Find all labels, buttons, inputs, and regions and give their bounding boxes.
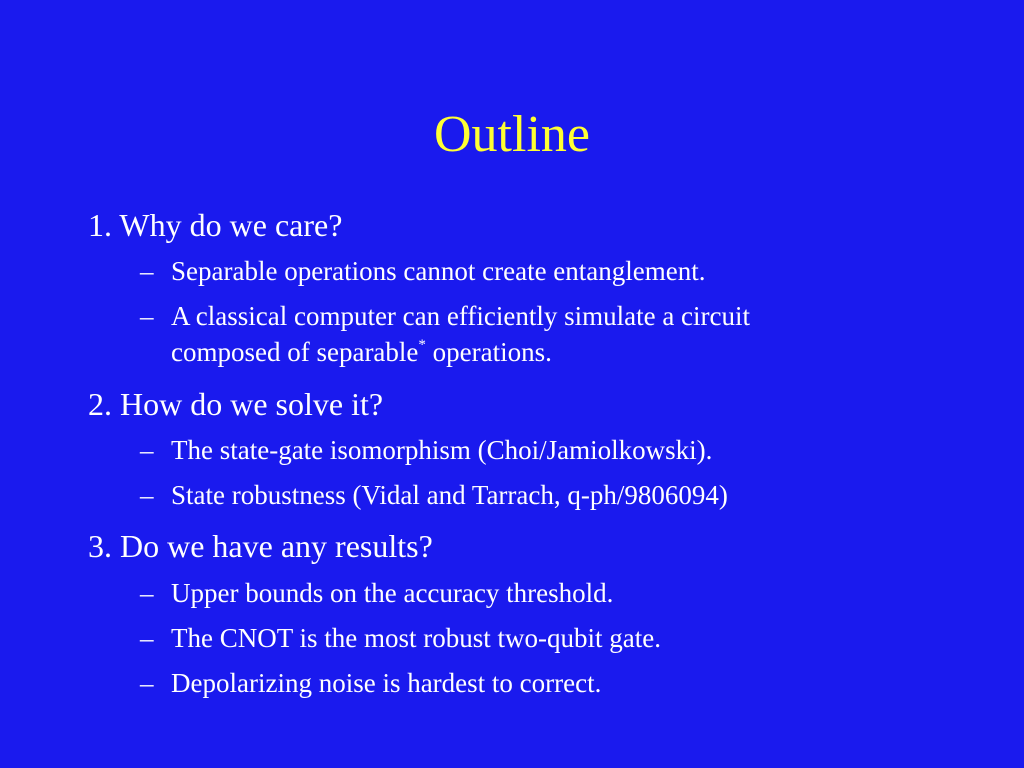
bullet-text: Upper bounds on the accuracy threshold. (171, 578, 614, 608)
slide-title: Outline (434, 106, 590, 163)
dash-marker: – (140, 256, 154, 286)
dash-marker: – (140, 480, 154, 510)
dash-marker: – (140, 578, 154, 608)
bullet-text: The state-gate isomorphism (Choi/Jamiolkowski). (171, 435, 713, 465)
bullet-text-part: operations. (432, 337, 552, 367)
bullet-text: State robustness (Vidal and Tarrach, q-ph/9806094) (171, 480, 728, 510)
bullet-text: A classical computer can efficiently simulate a circuit (171, 301, 751, 331)
section-heading-1: 1. Why do we care? (88, 207, 343, 243)
dash-marker: – (140, 435, 154, 465)
section-heading-2: 2. How do we solve it? (88, 386, 384, 422)
dash-marker: – (140, 301, 154, 331)
bullet-text: The CNOT is the most robust two-qubit gate. (171, 623, 661, 653)
section-heading-3: 3. Do we have any results? (88, 528, 433, 564)
footnote-marker: * (418, 337, 426, 353)
bullet-text: Separable operations cannot create entanglement. (171, 256, 706, 286)
bullet-text: Depolarizing noise is hardest to correct. (171, 668, 602, 698)
dash-marker: – (140, 623, 154, 653)
bullet-text-part: composed of separable (171, 337, 419, 367)
bullet-text-continuation (171, 334, 552, 371)
dash-marker: – (140, 668, 154, 698)
